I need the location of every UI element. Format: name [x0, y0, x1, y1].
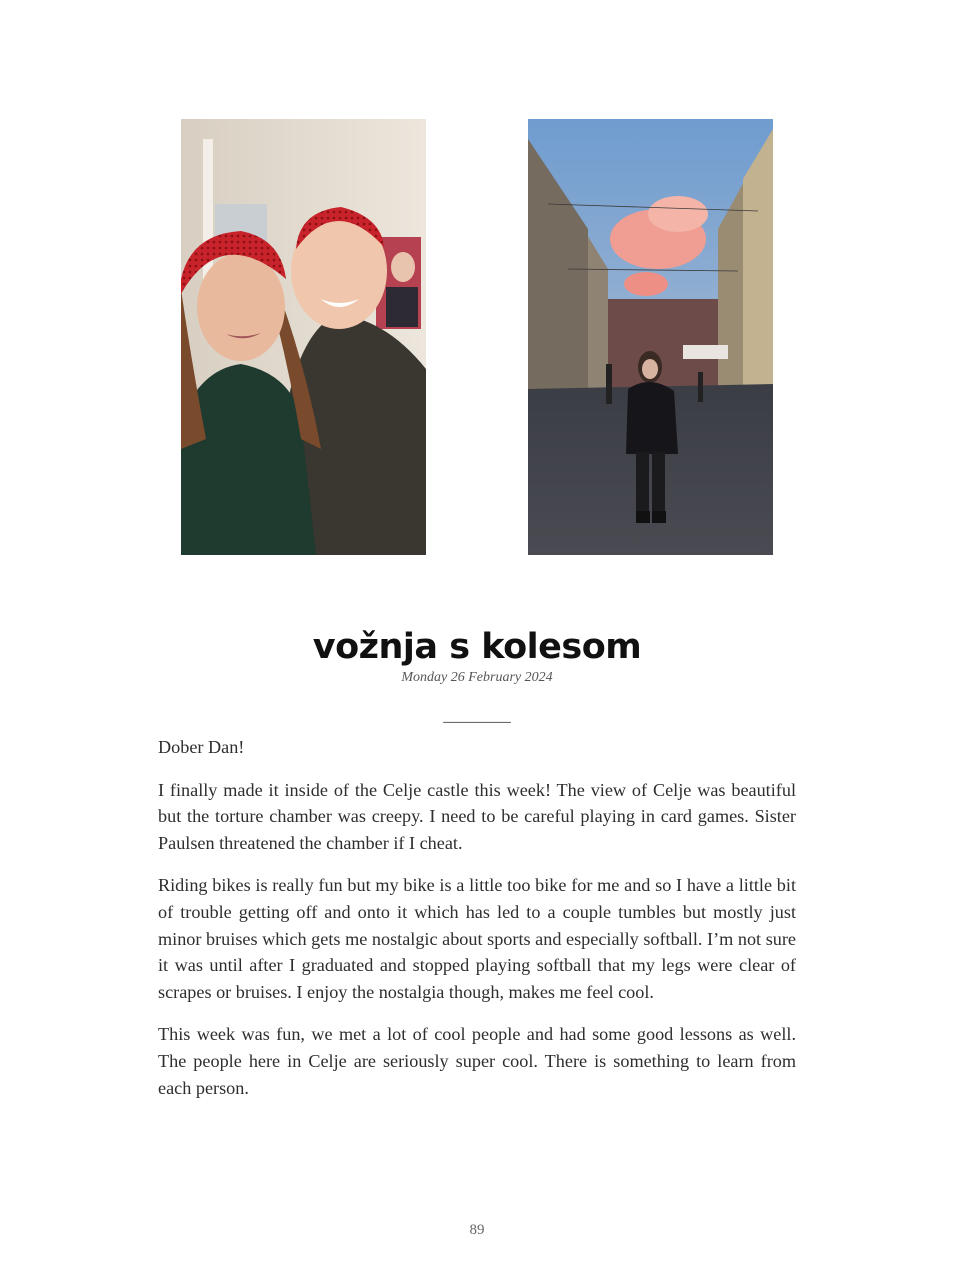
- greeting: Dober Dan!: [158, 737, 245, 757]
- separator-line: _________: [443, 709, 511, 725]
- entry-date: Monday 26 February 2024: [401, 670, 553, 685]
- selfie-photo: [181, 119, 426, 555]
- page-number: 89: [469, 1222, 485, 1238]
- paragraph: Riding bikes is really fun but my bike is a little too bike for me and so I have a little bit of trouble getting off and onto it which has led to a couple tumbles but mostly just minor bruises which gets me nostalgic about sports and especially softball. I’m not sure it was until after I graduated and stopped playing softball that my legs were clear of scrapes or bruises. I enjoy the nostalgia though, makes me feel cool.: [158, 875, 796, 1002]
- entry-title: vožnja s kolesom: [312, 627, 642, 667]
- paragraph: This week was fun, we met a lot of cool people and had some good lessons as well. The people here in Celje are seriously super cool. There is something to learn from each person.: [158, 1024, 796, 1098]
- street-photo: [528, 119, 773, 555]
- paragraph: I finally made it inside of the Celje castle this week! The view of Celje was beautiful but the torture chamber was creepy. I need to be careful playing in card games. Sister Paulsen threatened the chamber if I cheat.: [158, 779, 796, 853]
- entry-body: [158, 734, 796, 1117]
